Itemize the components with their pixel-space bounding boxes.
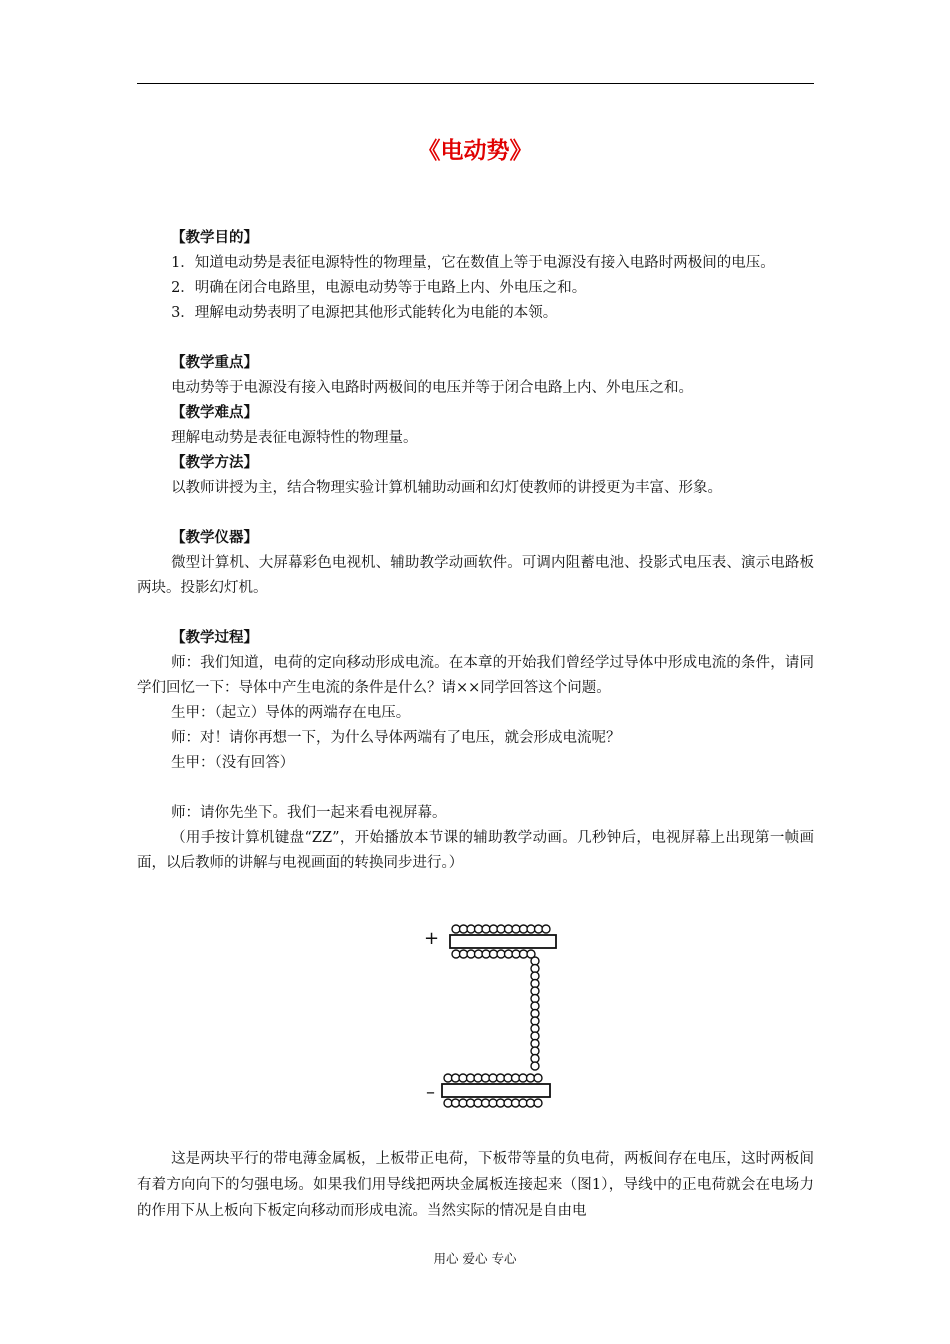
positive-charge-bead (512, 925, 520, 933)
charged-plates-figure (420, 918, 580, 1116)
wire-charge-bead (531, 972, 539, 980)
goal-item-3: 3．理解电动势表明了电源把其他形式能转化为电能的本领。 (171, 305, 558, 321)
negative-charge-bead (444, 1099, 452, 1107)
negative-charge-bead (504, 1074, 512, 1082)
negative-charge-bead (519, 1074, 527, 1082)
paragraph-after-figure: 这是两块平行的带电薄金属板，上板带正电荷，下板带等量的负电荷，两板间存在电压，这时两板间有着方向向下的匀强电场。如果我们用导线把两块金属板连接起来（图1），导线中的正电荷就会在电场力的作用下从上板向下板定向移动而形成电流。当然实际的情况是自由电 (137, 1151, 814, 1219)
section-heading-difficulty: 【教学难点】 (171, 405, 259, 421)
method-text: 以教师讲授为主，结合物理实验计算机辅助动画和幻灯使教师的讲授更为丰富、形象。 (171, 480, 723, 496)
plus-sign: + (424, 928, 440, 949)
negative-charge-bead (459, 1074, 467, 1082)
wire-charge-bead (531, 995, 539, 1003)
positive-charge-bead (512, 950, 520, 958)
negative-charge-bead (482, 1074, 490, 1082)
positive-charge-bead (520, 925, 528, 933)
negative-charge-bead (467, 1099, 475, 1107)
positive-charge-bead (452, 950, 460, 958)
section-heading-process: 【教学过程】 (171, 630, 259, 646)
top-plate (450, 935, 556, 948)
process-line-6: （用手按计算机键盘“ZZ”，开始播放本节课的辅助教学动画。几秒钟后，电视屏幕上出现第一帧画面，以后教师的讲解与电视画面的转换同步进行。） (137, 830, 814, 871)
negative-charge-bead (474, 1074, 482, 1082)
wire-charge-bead (531, 987, 539, 995)
section-heading-instruments: 【教学仪器】 (171, 530, 259, 546)
negative-charge-bead (512, 1099, 520, 1107)
process-line-4: 生甲：（没有回答） (171, 755, 295, 771)
negative-charge-bead (452, 1074, 460, 1082)
negative-charge-bead (474, 1099, 482, 1107)
process-line-5: 师：请你先坐下。我们一起来看电视屏幕。 (171, 805, 447, 821)
positive-charge-bead (505, 925, 513, 933)
key-text: 电动势等于电源没有接入电路时两极间的电压并等于闭合电路上内、外电压之和。 (171, 380, 694, 396)
negative-charge-bead (534, 1074, 542, 1082)
negative-charge-bead (467, 1074, 475, 1082)
bottom-plate (442, 1084, 550, 1097)
positive-charge-bead (460, 925, 468, 933)
negative-charge-bead (459, 1099, 467, 1107)
negative-charge-bead (444, 1074, 452, 1082)
continuation-text-block (137, 1146, 814, 1224)
negative-charge-bead (497, 1099, 505, 1107)
process-line-1: 师：我们知道，电荷的定向移动形成电流。在本章的开始我们曾经学过导体中形成电流的条件，请同学们回忆一下：导体中产生电流的条件是什么？请××同学回答这个问题。 (137, 655, 814, 696)
wire-charge-bead (531, 1062, 539, 1070)
difficulty-text: 理解电动势是表征电源特性的物理量。 (171, 430, 418, 446)
page-footer: 用心 爱心 专心 (433, 1251, 517, 1266)
instruments-text: 微型计算机、大屏幕彩色电视机、辅助教学动画软件。可调内阻蓄电池、投影式电压表、演示电路板两块。投影幻灯机。 (137, 555, 814, 596)
section-heading-key: 【教学重点】 (171, 355, 259, 371)
positive-charge-bead (535, 925, 543, 933)
negative-charge-bead (497, 1074, 505, 1082)
process-line-2: 生甲：（起立）导体的两端存在电压。 (171, 705, 411, 721)
wire-charge-bead (531, 957, 539, 965)
minus-sign: – (426, 1082, 435, 1103)
negative-charge-bead (534, 1099, 542, 1107)
positive-charge-bead (467, 950, 475, 958)
section-heading-goals: 【教学目的】 (171, 230, 259, 246)
wire-charge-bead (531, 1017, 539, 1025)
wire-charge-bead (531, 1002, 539, 1010)
page-title: 《电动势》 (417, 138, 533, 164)
negative-charge-bead (489, 1074, 497, 1082)
positive-charge-bead (490, 925, 498, 933)
positive-charge-bead (497, 950, 505, 958)
positive-charge-bead (482, 925, 490, 933)
positive-charge-bead (467, 925, 475, 933)
negative-charge-bead (452, 1099, 460, 1107)
negative-charge-bead (519, 1099, 527, 1107)
positive-charge-bead (490, 950, 498, 958)
header-rule (137, 83, 814, 84)
goal-item-2: 2．明确在闭合电路里，电源电动势等于电路上内、外电压之和。 (171, 280, 587, 296)
positive-charge-bead (452, 925, 460, 933)
process-line-3: 师：对！请你再想一下，为什么导体两端有了电压，就会形成电流呢？ (171, 730, 621, 746)
document-body (137, 226, 814, 876)
positive-charge-bead (475, 925, 483, 933)
wire-charge-bead (531, 980, 539, 988)
negative-charge-bead (527, 1074, 535, 1082)
positive-charge-bead (505, 950, 513, 958)
negative-charge-bead (504, 1099, 512, 1107)
wire-charge-bead (531, 1010, 539, 1018)
positive-charge-bead (475, 950, 483, 958)
charge-beads (444, 925, 550, 1107)
negative-charge-bead (482, 1099, 490, 1107)
positive-charge-bead (520, 950, 528, 958)
wire-charge-bead (531, 965, 539, 973)
section-heading-method: 【教学方法】 (171, 455, 259, 471)
negative-charge-bead (512, 1074, 520, 1082)
positive-charge-bead (527, 925, 535, 933)
goal-item-1: 1．知道电动势是表征电源特性的物理量，它在数值上等于电源没有接入电路时两极间的电压。 (171, 255, 775, 271)
negative-charge-bead (489, 1099, 497, 1107)
negative-charge-bead (527, 1099, 535, 1107)
positive-charge-bead (482, 950, 490, 958)
positive-charge-bead (460, 950, 468, 958)
positive-charge-bead (542, 925, 550, 933)
positive-charge-bead (497, 925, 505, 933)
